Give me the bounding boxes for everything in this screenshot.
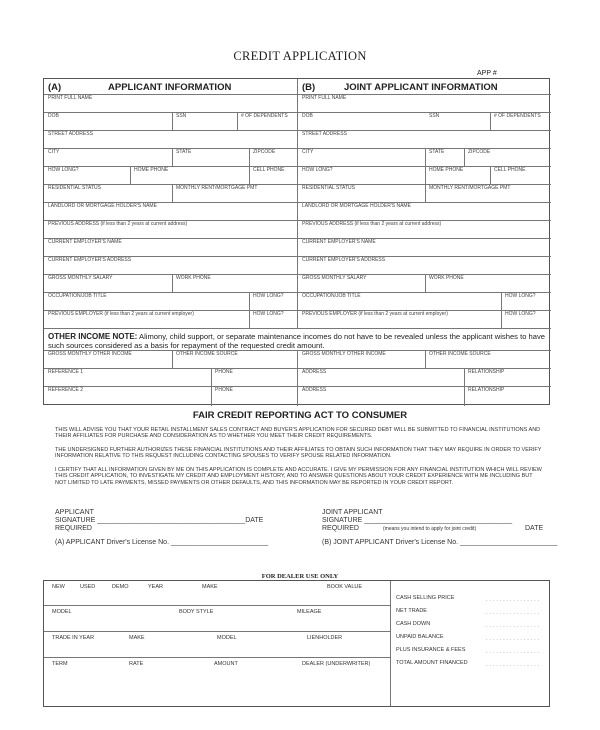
applicant-previous-employer-field[interactable]: PREVIOUS EMPLOYER (if less than 2 years at current employer): [48, 311, 194, 317]
dealer-lienholder-field[interactable]: LIENHOLDER: [307, 635, 343, 641]
reference-1-phone-field[interactable]: PHONE: [215, 369, 233, 375]
dealer-box: [43, 580, 550, 707]
reference-1-relationship-field[interactable]: RELATIONSHIP: [468, 369, 505, 375]
applicant-header-title: APPLICANT INFORMATION: [108, 82, 232, 93]
fcra-title: FAIR CREDIT REPORTING ACT TO CONSUMER: [192, 410, 408, 421]
applicant-how-long-field[interactable]: HOW LONG?: [48, 167, 79, 173]
applicant-other-income-field[interactable]: GROSS MONTHLY OTHER INCOME: [48, 351, 132, 357]
reference-2-field[interactable]: REFERENCE 2: [48, 387, 84, 393]
joint-landlord-field[interactable]: LANDLORD OR MORTGAGE HOLDER'S NAME: [302, 203, 411, 209]
applicant-residential-status-field[interactable]: RESIDENTIAL STATUS: [48, 185, 101, 191]
other-income-note: [48, 332, 546, 350]
dealer-term-field[interactable]: TERM: [52, 661, 68, 667]
insurance-fees-label: PLUS INSURANCE & FEES: [396, 647, 466, 653]
reference-2-relationship-field[interactable]: RELATIONSHIP: [468, 387, 505, 393]
cash-selling-price-label: CASH SELLING PRICE: [396, 595, 455, 601]
joint-work-phone-field[interactable]: WORK PHONE: [429, 275, 464, 281]
fcra-paragraph-1: THIS WILL ADVISE YOU THAT YOUR RETAIL INSTALLMENT SALES CONTRACT AND BUYER'S APPLICATION FOR SECURED DEBT WILL BE SUBMITTED TO FINANCIAL INSTITUTIONS AND THEIR AFFILIATES FOR PURCHASE AND CONSIDERATION AS TO WHETHER YOU MEET THEIR CREDIT REQUIREMENTS.: [55, 427, 541, 440]
joint-signature-label: JOINT APPLICANT: [322, 509, 383, 516]
dealer-new-field[interactable]: NEW: [52, 584, 65, 590]
joint-previous-address-field[interactable]: PREVIOUS ADDRESS (if less than 2 years at current address): [302, 221, 442, 227]
applicant-work-phone-field[interactable]: WORK PHONE: [176, 275, 211, 281]
dealer-used-field[interactable]: USED: [80, 584, 96, 590]
joint-home-phone-field[interactable]: HOME PHONE: [429, 167, 464, 173]
joint-zip-field[interactable]: ZIPCODE: [468, 149, 491, 155]
joint-dob-field[interactable]: DOB: [302, 113, 313, 119]
cash-down-label: CASH DOWN: [396, 621, 431, 627]
net-trade-label: NET TRADE: [396, 608, 427, 614]
applicant-previous-address-field[interactable]: PREVIOUS ADDRESS (if less than 2 years at current address): [48, 221, 188, 227]
applicant-city-field[interactable]: CITY: [48, 149, 60, 155]
applicant-grid: [43, 78, 550, 405]
joint-dependents-field[interactable]: # OF DEPENDENTS: [494, 113, 541, 119]
applicant-prev-job-how-long-field[interactable]: HOW LONG?: [253, 311, 284, 317]
applicant-employer-name-field[interactable]: CURRENT EMPLOYER'S NAME: [48, 239, 122, 245]
applicant-job-how-long-field[interactable]: HOW LONG?: [253, 293, 284, 299]
applicant-signature-line[interactable]: SIGNATURE ______________________________________DATE: [55, 517, 264, 524]
applicant-dependents-field[interactable]: # OF DEPENDENTS: [241, 113, 288, 119]
dealer-rate-field[interactable]: RATE: [129, 661, 144, 667]
applicant-employer-address-field[interactable]: CURRENT EMPLOYER'S ADDRESS: [48, 257, 132, 263]
applicant-header-letter: (A): [48, 82, 62, 93]
joint-employer-address-field[interactable]: CURRENT EMPLOYER'S ADDRESS: [302, 257, 386, 263]
joint-occupation-field[interactable]: OCCUPATION/JOB TITLE: [302, 293, 361, 299]
reference-2-address-field[interactable]: ADDRESS: [302, 387, 327, 393]
applicant-ssn-field[interactable]: SSN: [176, 113, 187, 119]
dealer-book-value-field[interactable]: BOOK VALUE: [327, 584, 363, 590]
joint-license-field[interactable]: (B) JOINT APPLICANT Driver's License No. _________________________: [322, 539, 558, 546]
joint-signature-line[interactable]: SIGNATURE ______________________________________: [322, 517, 513, 524]
fcra-paragraph-2: THE UNDERSIGNED FURTHER AUTHORIZES THESE FINANCIAL INSTITUTIONS AND THEIR AFFILIATES TO OBTAIN SUCH INFORMATION THAT THEY MAY REQUIRE IN ORDER TO VERIFY INFORMATION RELATIVE TO THIS REQUEST INCLUDING CONTACTING SPOUSES TO VERIFY SPOUSE RELATED INFORMATION.: [55, 447, 542, 460]
total-financed-blank[interactable]: - - - - - - - - - - - - - - - -: [486, 662, 540, 667]
unpaid-balance-blank[interactable]: - - - - - - - - - - - - - - - -: [486, 636, 540, 641]
cash-down-blank[interactable]: - - - - - - - - - - - - - - - -: [486, 623, 540, 628]
joint-ssn-field[interactable]: SSN: [429, 113, 440, 119]
reference-1-address-field[interactable]: ADDRESS: [302, 369, 327, 375]
applicant-rent-field[interactable]: MONTHLY RENT/MORTGAGE PMT: [176, 185, 258, 191]
dealer-title: FOR DEALER USE ONLY: [261, 573, 339, 580]
dealer-trade-year-field[interactable]: TRADE IN YEAR: [52, 635, 95, 641]
other-income-note-label: OTHER INCOME NOTE:: [48, 332, 138, 341]
reference-2-phone-field[interactable]: PHONE: [215, 387, 233, 393]
dealer-year-field[interactable]: YEAR: [148, 584, 163, 590]
applicant-landlord-field[interactable]: LANDLORD OR MORTGAGE HOLDER'S NAME: [48, 203, 157, 209]
total-financed-label: TOTAL AMOUNT FINANCED: [396, 660, 468, 666]
joint-residential-status-field[interactable]: RESIDENTIAL STATUS: [302, 185, 355, 191]
form-title: CREDIT APPLICATION: [233, 49, 367, 63]
applicant-state-field[interactable]: STATE: [176, 149, 192, 155]
applicant-dob-field[interactable]: DOB: [48, 113, 59, 119]
applicant-occupation-field[interactable]: OCCUPATION/JOB TITLE: [48, 293, 107, 299]
applicant-cell-phone-field[interactable]: CELL PHONE: [253, 167, 285, 173]
joint-previous-employer-field[interactable]: PREVIOUS EMPLOYER (if less than 2 years at current employer): [302, 311, 448, 317]
fcra-paragraph-3: I CERTIFY THAT ALL INFORMATION GIVEN BY ME ON THIS APPLICATION IS COMPLETE AND ACCURATE. I GIVE MY PERMISSION FOR ANY FINANCIAL INSTITUTION WHICH WILL REVIEW THIS CREDIT APPLICATION, TO INVESTIGATE MY CREDIT AND EMPLOYMENT HISTORY, AND TO ANSWER QUESTIONS ABOUT YOUR CREDIT EXPERIENCE WITH ME INCLUDING BUT NOT LIMITED TO LATE PAYMENTS, MISSED PAYMENTS OR OTHER DEFAULTS, AND THIS INFORMATION MAY BE REPORTED IN YOUR CREDIT REPORT.: [55, 467, 542, 486]
joint-street-field[interactable]: STREET ADDRESS: [302, 131, 347, 137]
joint-prev-job-how-long-field[interactable]: HOW LONG?: [505, 311, 536, 317]
joint-other-income-source-field[interactable]: OTHER INCOME SOURCE: [429, 351, 491, 357]
reference-1-field[interactable]: REFERENCE 1: [48, 369, 84, 375]
dealer-demo-field[interactable]: DEMO: [112, 584, 129, 590]
dealer-mileage-field[interactable]: MILEAGE: [297, 609, 322, 615]
applicant-salary-field[interactable]: GROSS MONTHLY SALARY: [48, 275, 113, 281]
applicant-street-field[interactable]: STREET ADDRESS: [48, 131, 93, 137]
joint-cell-phone-field[interactable]: CELL PHONE: [494, 167, 526, 173]
applicant-other-income-source-field[interactable]: OTHER INCOME SOURCE: [176, 351, 238, 357]
other-income-note-text: Alimony, child support, or separate maintenance incomes do not have to be revealed unless the applicant wishes to have such sources considered as a basis for repayment of the requested credit amount.: [48, 332, 545, 350]
applicant-home-phone-field[interactable]: HOME PHONE: [134, 167, 169, 173]
cash-selling-price-blank[interactable]: - - - - - - - - - - - - - - - -: [486, 597, 540, 602]
joint-employer-name-field[interactable]: CURRENT EMPLOYER'S NAME: [302, 239, 376, 245]
dealer-trade-model-field[interactable]: MODEL: [217, 635, 237, 641]
unpaid-balance-label: UNPAID BALANCE: [396, 634, 444, 640]
joint-job-how-long-field[interactable]: HOW LONG?: [505, 293, 536, 299]
applicant-signature-label: APPLICANT: [55, 509, 94, 516]
joint-signature-date: DATE: [525, 525, 544, 532]
insurance-fees-blank[interactable]: - - - - - - - - - - - - - - - -: [486, 649, 540, 654]
app-number-label: APP #: [477, 70, 497, 77]
joint-city-field[interactable]: CITY: [302, 149, 314, 155]
joint-rent-field[interactable]: MONTHLY RENT/MORTGAGE PMT: [429, 185, 511, 191]
dealer-underwriter-field[interactable]: DEALER (UNDERWRITER): [302, 661, 371, 667]
joint-header-title: JOINT APPLICANT INFORMATION: [344, 82, 498, 93]
joint-other-income-field[interactable]: GROSS MONTHLY OTHER INCOME: [302, 351, 386, 357]
dealer-amount-field[interactable]: AMOUNT: [214, 661, 238, 667]
dealer-model-field[interactable]: MODEL: [52, 609, 72, 615]
joint-how-long-field[interactable]: HOW LONG?: [302, 167, 333, 173]
joint-full-name-field[interactable]: PRINT FULL NAME: [302, 95, 347, 101]
joint-salary-field[interactable]: GROSS MONTHLY SALARY: [302, 275, 367, 281]
joint-signature-required: REQUIRED: [322, 525, 359, 532]
joint-signature-note: (means you intend to apply for joint credit): [383, 526, 477, 532]
joint-state-field[interactable]: STATE: [429, 149, 445, 155]
dealer-make-field[interactable]: MAKE: [202, 584, 218, 590]
applicant-license-field[interactable]: (A) APPLICANT Driver's License No. _________________________: [55, 539, 269, 546]
applicant-full-name-field[interactable]: PRINT FULL NAME: [48, 95, 93, 101]
dealer-trade-make-field[interactable]: MAKE: [129, 635, 145, 641]
applicant-zip-field[interactable]: ZIPCODE: [253, 149, 276, 155]
joint-header-letter: (B): [302, 82, 316, 93]
applicant-signature-required: REQUIRED: [55, 525, 92, 532]
dealer-body-style-field[interactable]: BODY STYLE: [179, 609, 214, 615]
net-trade-blank[interactable]: - - - - - - - - - - - - - - - -: [486, 610, 540, 615]
